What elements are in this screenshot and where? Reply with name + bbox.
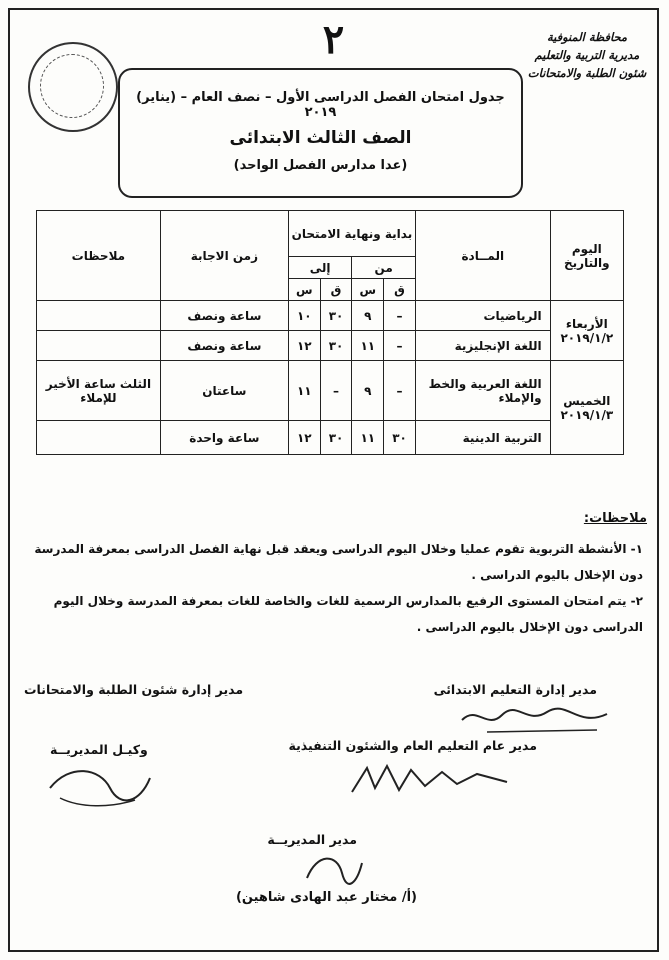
subject-cell: التربية الدينية [415,421,550,455]
from-hour-cell: ٩ [352,361,384,421]
notes-cell [37,331,161,361]
notes-cell: الثلث ساعة الأخير للإملاء [37,361,161,421]
title-box [118,68,523,198]
title-line-1: جدول امتحان الفصل الدراسى الأول – نصف العام – (يناير) ٢٠١٩ [136,90,505,120]
manager-name: (أ/ مختار عبد الهادى شاهين) [235,890,417,905]
subject-cell: الرياضيات [415,301,550,331]
from-minute-cell: – [384,301,416,331]
sig-directorate-manager: مدير المديريــة [267,832,357,847]
handwritten-signature-2 [347,758,527,802]
duration-cell: ساعة ونصف [160,301,288,331]
to-hour-cell: ١١ [288,361,320,421]
to-hour-cell: ١٠ [288,301,320,331]
note-item-1: ١- الأنشطة التربوية تقوم عمليا وخلال اليوم الدراسى ويعقد قبل نهاية الفصل الدراسى بمعرفة المدرسة دون الإخلال باليوم الدراسى . [34,542,643,582]
sig-deputy: وكيـل المديريــة [50,742,148,757]
table-row [37,301,624,331]
note-item-2: ٢- يتم امتحان المستوى الرفيع بالمدارس الرسمية للغات والخاصة للغات بمعرفة المدرسة وخلال اليوم الدراسى دون الإخلال باليوم الدراسى . [53,594,643,634]
day-cell: الخميس ٢٠١٩/١/٣ [550,361,623,455]
table-row [37,331,624,361]
official-seal [28,42,118,132]
page-number: ٢ [322,16,345,63]
header-from-minute: ق [384,279,416,301]
day-cell: الأربعاء ٢٠١٩/١/٢ [550,301,623,361]
from-minute-cell: ٣٠ [384,421,416,455]
header-from: من [352,257,416,279]
notes-section [24,506,647,640]
to-minute-cell: – [320,361,352,421]
header-notes: ملاحظات [37,211,161,301]
title-line-3: (عدا مدارس الفصل الواحد) [233,158,408,173]
from-hour-cell: ٩ [352,301,384,331]
subject-cell: اللغة العربية والخط والإملاء [415,361,550,421]
from-minute-cell: – [384,361,416,421]
to-minute-cell: ٣٠ [320,301,352,331]
org-directorate: مديرية التربية والتعليم [534,48,640,62]
header-duration: زمن الاجابة [160,211,288,301]
duration-cell: ساعتان [160,361,288,421]
org-header [527,28,647,82]
seal-inner-ring [40,54,104,118]
duration-cell: ساعة ونصف [160,331,288,361]
to-minute-cell: ٣٠ [320,331,352,361]
from-hour-cell: ١١ [352,331,384,361]
header-to-hour: س [288,279,320,301]
title-line-2: الصف الثالث الابتدائى [229,128,412,148]
sig-primary-director: مدير إدارة التعليم الابتدائى [433,682,597,697]
sig-general-director: مدير عام التعليم العام والشئون التنفيذية [288,738,537,753]
header-from-hour: س [352,279,384,301]
header-day-date: اليوم والتاريخ [550,211,623,301]
org-governorate: محافظة المنوفية [546,30,628,44]
table-row [37,361,624,421]
header-to-minute: ق [320,279,352,301]
handwritten-signature-3 [40,758,160,814]
header-subject: المــادة [415,211,550,301]
header-to: إلى [288,257,352,279]
document-page [8,8,659,952]
to-hour-cell: ١٢ [288,421,320,455]
notes-title: ملاحظات: [583,511,647,526]
to-hour-cell: ١٢ [288,331,320,361]
to-minute-cell: ٣٠ [320,421,352,455]
from-hour-cell: ١١ [352,421,384,455]
handwritten-signature-4 [297,848,367,888]
header-start-end: بداية ونهاية الامتحان [288,211,415,257]
org-department: شئون الطلبة والامتحانات [527,66,647,80]
duration-cell: ساعة واحدة [160,421,288,455]
notes-cell [37,421,161,455]
exam-schedule-table [36,210,624,455]
subject-cell: اللغة الإنجليزية [415,331,550,361]
handwritten-signature-1 [457,700,617,736]
table-row [37,421,624,455]
sig-students-affairs: مدير إدارة شئون الطلبة والامتحانات [24,682,244,697]
from-minute-cell: – [384,331,416,361]
notes-cell [37,301,161,331]
